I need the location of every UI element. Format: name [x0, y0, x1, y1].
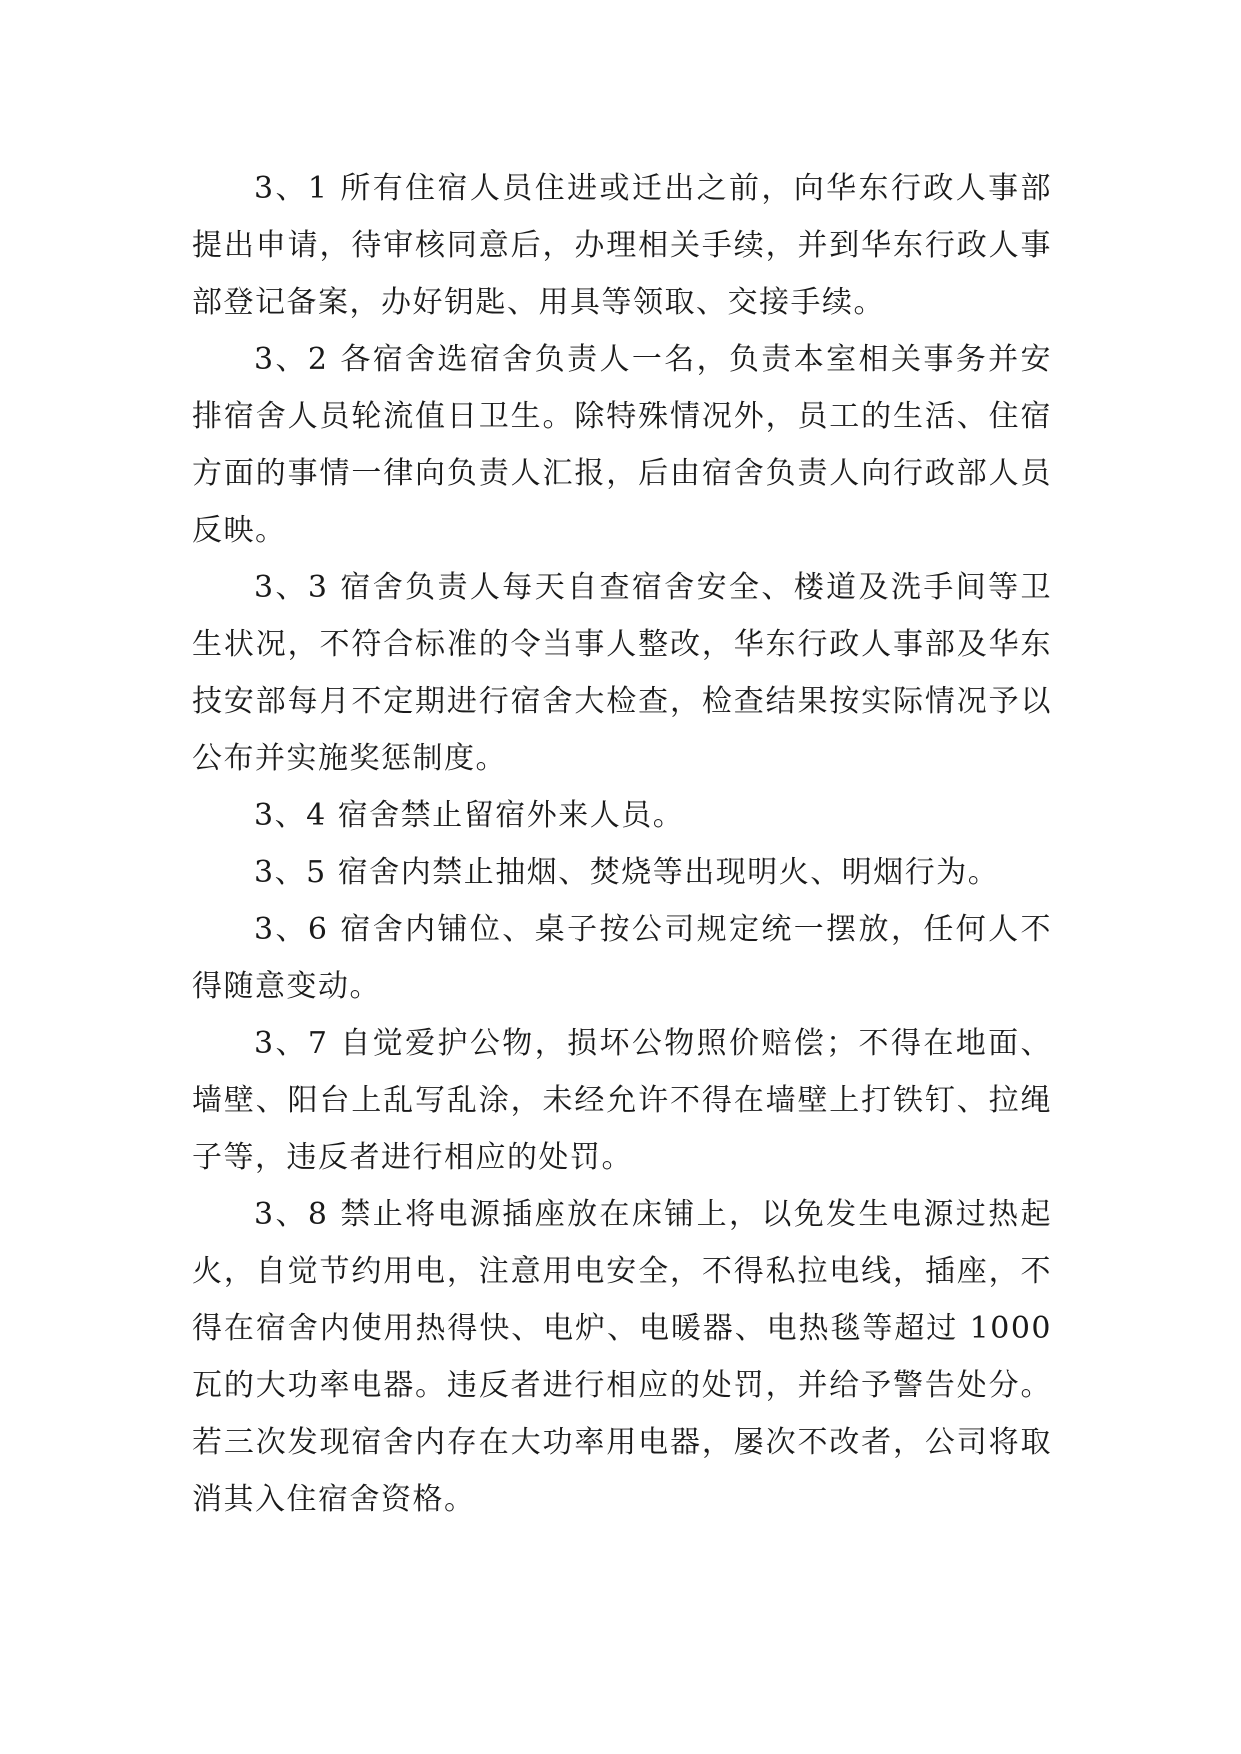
paragraph-3-4: 3、4 宿舍禁止留宿外来人员。: [254, 798, 685, 833]
paragraph-3-5: 3、5 宿舍内禁止抽烟、焚烧等出现明火、明烟行为。: [254, 855, 1000, 890]
paragraph-3-6: 3、6 宿舍内铺位、桌子按公司规定统一摆放，任何人不得随意变动。: [192, 912, 1052, 1004]
paragraph-3-1: 3、1 所有住宿人员住进或迁出之前，向华东行政人事部提出申请，待审核同意后，办理相关手续，并到华东行政人事部登记备案，办好钥匙、用具等领取、交接手续。: [192, 171, 1052, 320]
document-body: [192, 160, 1052, 1528]
paragraph-3-3: 3、3 宿舍负责人每天自查宿舍安全、楼道及洗手间等卫生状况，不符合标准的令当事人整改，华东行政人事部及华东技安部每月不定期进行宿舍大检查，检查结果按实际情况予以公布并实施奖惩制度。: [192, 570, 1052, 776]
paragraph-3-7: 3、7 自觉爱护公物，损坏公物照价赔偿；不得在地面、墙壁、阳台上乱写乱涂，未经允许不得在墙壁上打铁钉、拉绳子等，违反者进行相应的处罚。: [192, 1026, 1052, 1175]
paragraph-3-2: 3、2 各宿舍选宿舍负责人一名，负责本室相关事务并安排宿舍人员轮流值日卫生。除特殊情况外，员工的生活、住宿方面的事情一律向负责人汇报，后由宿舍负责人向行政部人员反映。: [192, 342, 1052, 548]
paragraph-3-8: 3、8 禁止将电源插座放在床铺上，以免发生电源过热起火，自觉节约用电，注意用电安全，不得私拉电线，插座，不得在宿舍内使用热得快、电炉、电暖器、电热毯等超过 1000 瓦的大功率电器。违反者进行相应的处罚，并给予警告处分。若三次发现宿舍内存在大功率用电器，屡次不改者，公司将取消其入住宿舍资格。: [192, 1197, 1052, 1517]
